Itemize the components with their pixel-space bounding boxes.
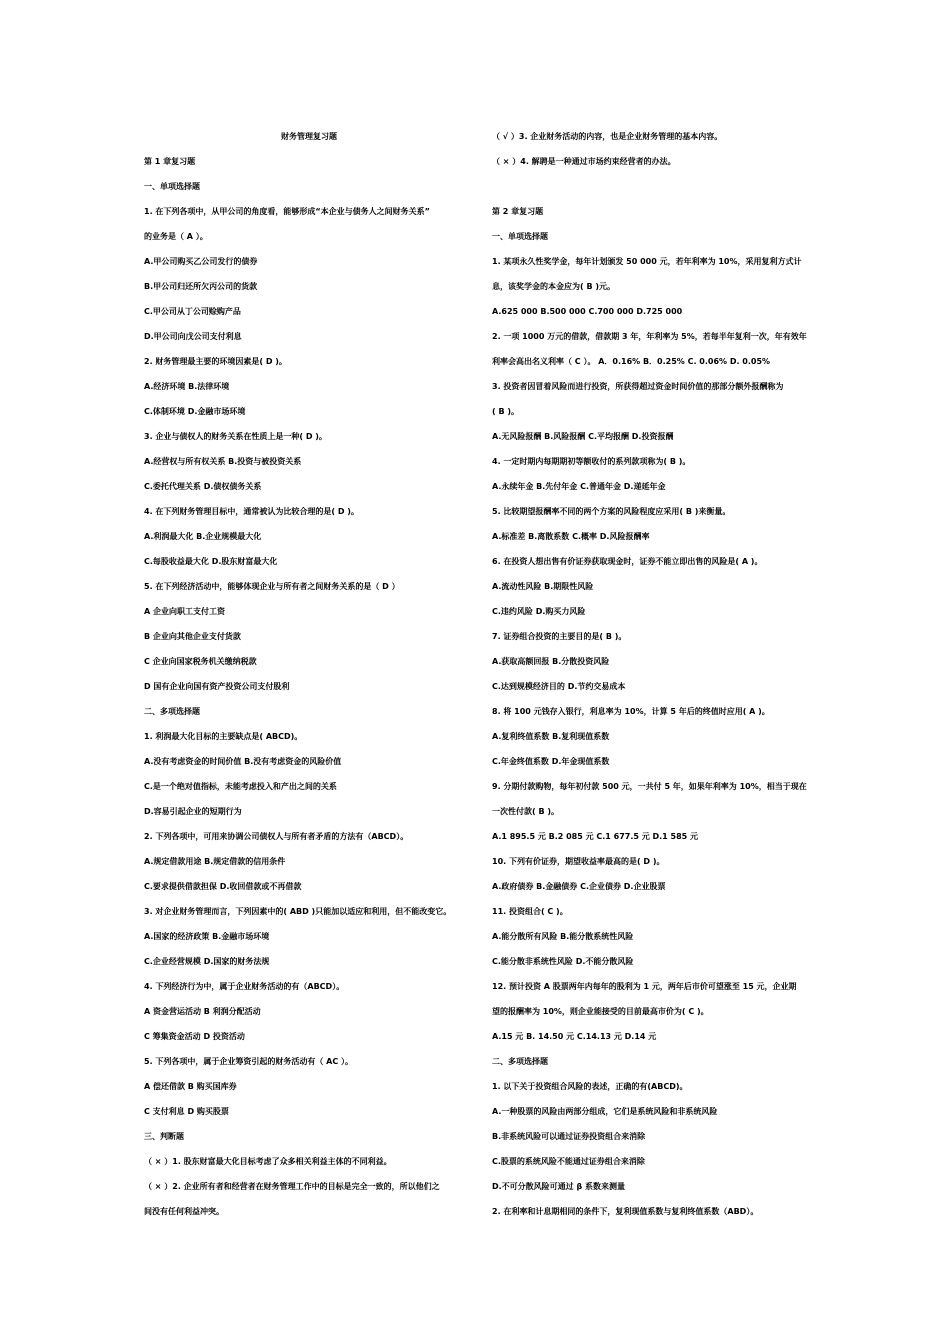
text-line: 1. 以下关于投资组合风险的表述，正确的有(ABCD)。	[492, 1082, 688, 1091]
text-line: D.不可分散风险可通过 β 系数来测量	[492, 1182, 625, 1191]
text-line: C.股票的系统风险不能通过证券组合来消除	[492, 1157, 645, 1166]
text-line: 1. 在下列各项中，从甲公司的角度看，能够形成“本企业与债务人之间财务关系”	[144, 207, 430, 216]
text-line: D 国有企业向国有资产投资公司支付股利	[144, 682, 290, 691]
text-line: C.要求提供借款担保 D.收回借款或不再借款	[144, 882, 302, 891]
text-line: 11. 投资组合( C )。	[492, 907, 568, 916]
text-line: 7. 证券组合投资的主要目的是( B )。	[492, 632, 627, 641]
document-title: 财务管理复习题	[281, 132, 337, 141]
text-line: C.甲公司从丁公司赊购产品	[144, 307, 241, 316]
text-line: 利率会高出名义利率（ C ）。 A．0.16% B．0.25% C. 0.06% D. 0.05%	[492, 357, 771, 366]
text-line: A.没有考虑资金的时间价值 B.没有考虑资金的风险价值	[144, 757, 342, 766]
text-line: 5. 比较期望报酬率不同的两个方案的风险程度应采用( B )来衡量。	[492, 507, 731, 516]
text-line: B 企业向其他企业支付货款	[144, 632, 241, 641]
text-line: 2. 财务管理最主要的环境因素是( D )。	[144, 357, 287, 366]
text-line: A.获取高额回报 B.分散投资风险	[492, 657, 610, 666]
text-line: A.国家的经济政策 B.金融市场环境	[144, 932, 270, 941]
text-line: A.经营权与所有权关系 B.投资与被投资关系	[144, 457, 302, 466]
text-line: C.体制环境 D.金融市场环境	[144, 407, 246, 416]
text-line: A.1 895.5 元 B.2 085 元 C.1 677.5 元 D.1 585 元	[492, 832, 699, 841]
text-line: A.标准差 B.离散系数 C.概率 D.风险报酬率	[492, 532, 650, 541]
text-line: C.违约风险 D.购买力风险	[492, 607, 586, 616]
text-line: A.永续年金 B.先付年金 C.普通年金 D.递延年金	[492, 482, 666, 491]
right-column	[492, 127, 822, 1227]
text-line: 二、多项选择题	[144, 707, 200, 716]
text-line: A.利润最大化 B.企业规模最大化	[144, 532, 262, 541]
text-line: A.一种股票的风险由两部分组成，它们是系统风险和非系统风险	[492, 1107, 718, 1116]
text-line: 12. 预计投资 A 股票两年内每年的股利为 1 元，两年后市价可望涨至 15 元，企业期	[492, 982, 797, 991]
text-line: A 资金营运活动 B 利润分配活动	[144, 1007, 261, 1016]
text-line: ( B )。	[492, 407, 519, 416]
text-line: C.委托代理关系 D.债权债务关系	[144, 482, 262, 491]
text-line: 2. 在利率和计息期相同的条件下，复利现值系数与复利终值系数（ABD）。	[492, 1207, 759, 1216]
text-line: 望的报酬率为 10%，则企业能接受的目前最高市价为( C )。	[492, 1007, 709, 1016]
text-line: 5. 下列各项中，属于企业筹资引起的财务活动有（ AC ）。	[144, 1057, 354, 1066]
text-line: C.年金终值系数 D.年金现值系数	[492, 757, 610, 766]
text-line: （ √ ）3. 企业财务活动的内容，也是企业财务管理的基本内容。	[492, 132, 723, 141]
text-line: 一、单项选择题	[144, 182, 200, 191]
text-line: （ × ）1. 股东财富最大化目标考虑了众多相关利益主体的不同利益。	[144, 1157, 392, 1166]
text-line: 第 1 章复习题	[144, 157, 196, 166]
text-line: 三、判断题	[144, 1132, 184, 1141]
text-line: A 企业向职工支付工资	[144, 607, 225, 616]
text-line: A.甲公司购买乙公司发行的债券	[144, 257, 258, 266]
text-line: 的业务是（ A ）。	[144, 232, 208, 241]
text-line: 3. 企业与债权人的财务关系在性质上是一种( D )。	[144, 432, 327, 441]
text-line: B.甲公司归还所欠丙公司的货款	[144, 282, 258, 291]
text-line: 2. 下列各项中，可用来协调公司债权人与所有者矛盾的方法有（ABCD）。	[144, 832, 409, 841]
text-line: （ × ）4. 解聘是一种通过市场约束经营者的办法。	[492, 157, 676, 166]
text-line: C.达到规模经济目的 D.节约交易成本	[492, 682, 626, 691]
text-line: 息，该奖学金的本金应为( B )元。	[492, 282, 615, 291]
text-line: C.是一个绝对值指标，未能考虑投入和产出之间的关系	[144, 782, 337, 791]
text-line: 一次性付款( B )。	[492, 807, 559, 816]
text-line: D.容易引起企业的短期行为	[144, 807, 242, 816]
text-line: 2. 一项 1000 万元的借款，借款期 3 年，年利率为 5%，若每半年复利一次，年有效年	[492, 332, 807, 341]
text-line: B.非系统风险可以通过证券投资组合来消除	[492, 1132, 646, 1141]
text-line: D.甲公司向戊公司支付利息	[144, 332, 242, 341]
text-line: A.经济环境 B.法律环境	[144, 382, 230, 391]
text-line: 第 2 章复习题	[492, 207, 544, 216]
text-line: C.能分散非系统性风险 D.不能分散风险	[492, 957, 634, 966]
text-line: 1. 利润最大化目标的主要缺点是( ABCD)。	[144, 732, 303, 741]
text-line: 4. 下列经济行为中，属于企业财务活动的有（ABCD）。	[144, 982, 345, 991]
text-line: C.企业经营规模 D.国家的财务法规	[144, 957, 270, 966]
text-line: 二、多项选择题	[492, 1057, 548, 1066]
text-line: A.15 元 B. 14.50 元 C.14.13 元 D.14 元	[492, 1032, 657, 1041]
text-line: A.复利终值系数 B.复利现值系数	[492, 732, 610, 741]
text-line: 间没有任何利益冲突。	[144, 1207, 224, 1216]
text-line: A.规定借款用途 B.规定借款的信用条件	[144, 857, 286, 866]
text-line: A.625 000 B.500 000 C.700 000 D.725 000	[492, 307, 683, 316]
text-line: 4. 在下列财务管理目标中，通常被认为比较合理的是( D )。	[144, 507, 359, 516]
text-line: 6. 在投资人想出售有价证券获取现金时，证券不能立即出售的风险是( A )。	[492, 557, 763, 566]
text-line: 3. 对企业财务管理而言，下列因素中的( ABD )只能加以适应和利用，但不能改变它。	[144, 907, 452, 916]
text-line: A.政府债券 B.金融债券 C.企业债券 D.企业股票	[492, 882, 666, 891]
text-line: 9. 分期付款购物，每年初付款 500 元，一共付 5 年，如果年利率为 10%，相当于现在	[492, 782, 807, 791]
text-line: A.流动性风险 B.期限性风险	[492, 582, 594, 591]
text-line: 一、单项选择题	[492, 232, 548, 241]
text-line: 5. 在下列经济活动中，能够体现企业与所有者之间财务关系的是（ D ）	[144, 582, 400, 591]
text-line: （ × ）2. 企业所有者和经营者在财务管理工作中的目标是完全一致的，所以他们之	[144, 1182, 440, 1191]
text-line: A.能分散所有风险 B.能分散系统性风险	[492, 932, 634, 941]
text-line: 1. 某项永久性奖学金，每年计划颁发 50 000 元，若年利率为 10%，采用复利方式计	[492, 257, 802, 266]
text-line	[492, 177, 822, 202]
text-line: C 支付利息 D 购买股票	[144, 1107, 229, 1116]
left-column	[144, 127, 474, 1227]
text-line: A.无风险报酬 B.风险报酬 C.平均报酬 D.投资报酬	[492, 432, 674, 441]
text-line: A 偿还借款 B 购买国库券	[144, 1082, 237, 1091]
text-line: C.每股收益最大化 D.股东财富最大化	[144, 557, 278, 566]
text-line: C 企业向国家税务机关缴纳税款	[144, 657, 257, 666]
text-line: C 筹集资金活动 D 投资活动	[144, 1032, 245, 1041]
text-line: 10. 下列有价证券，期望收益率最高的是( D )。	[492, 857, 665, 866]
text-line: 3. 投资者因冒着风险而进行投资，所获得超过资金时间价值的那部分额外报酬称为	[492, 382, 784, 391]
text-line: 4. 一定时期内每期期初等额收付的系列款项称为( B )。	[492, 457, 691, 466]
text-line: 8. 将 100 元钱存入银行，利息率为 10%，计算 5 年后的终值时应用( A )。	[492, 707, 770, 716]
